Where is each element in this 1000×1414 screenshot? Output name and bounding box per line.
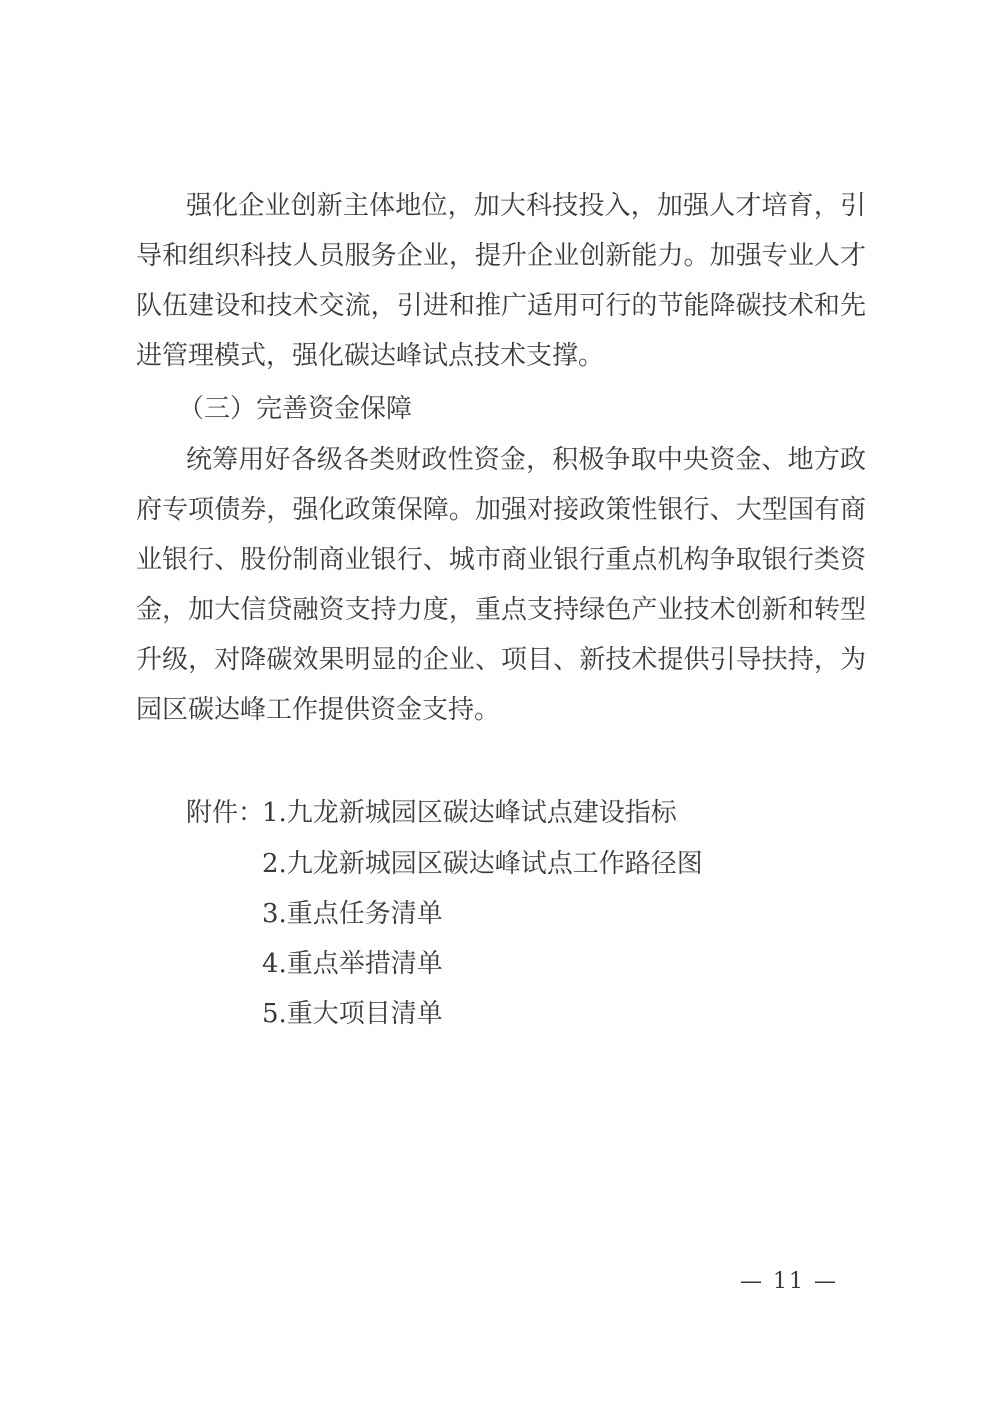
- paragraph-1-line-2: 导和组织科技人员服务企业，提升企业创新能力。加强专业人才: [136, 241, 866, 271]
- paragraph-2-line-6: 园区碳达峰工作提供资金支持。: [136, 695, 501, 725]
- paragraph-2-line-1: 统筹用好各级各类财政性资金，积极争取中央资金、地方政: [186, 445, 866, 475]
- attachment-item-3: 3.重点任务清单: [262, 899, 443, 929]
- attachment-item-4: 4.重点举措清单: [262, 949, 443, 979]
- paragraph-1-line-4: 进管理模式，强化碳达峰试点技术支撑。: [136, 341, 605, 371]
- attachments-label: 附件：: [186, 798, 265, 828]
- attachment-item-2: 2.九龙新城园区碳达峰试点工作路径图: [262, 849, 703, 879]
- page-number: — 11 —: [740, 1269, 838, 1294]
- attachment-item-5: 5.重大项目清单: [262, 999, 443, 1029]
- paragraph-2-line-5: 升级，对降碳效果明显的企业、项目、新技术提供引导扶持，为: [136, 645, 866, 675]
- paragraph-1-line-1: 强化企业创新主体地位，加大科技投入，加强人才培育，引: [186, 191, 866, 221]
- paragraph-1-line-3: 队伍建设和技术交流，引进和推广适用可行的节能降碳技术和先: [136, 291, 866, 321]
- paragraph-2-line-4: 金，加大信贷融资支持力度，重点支持绿色产业技术创新和转型: [136, 595, 866, 625]
- section-heading: （三）完善资金保障: [178, 394, 413, 424]
- paragraph-2-line-2: 府专项债券，强化政策保障。加强对接政策性银行、大型国有商: [136, 495, 866, 525]
- paragraph-2-line-3: 业银行、股份制商业银行、城市商业银行重点机构争取银行类资: [136, 545, 866, 575]
- attachment-item-1: 1.九龙新城园区碳达峰试点建设指标: [262, 798, 677, 828]
